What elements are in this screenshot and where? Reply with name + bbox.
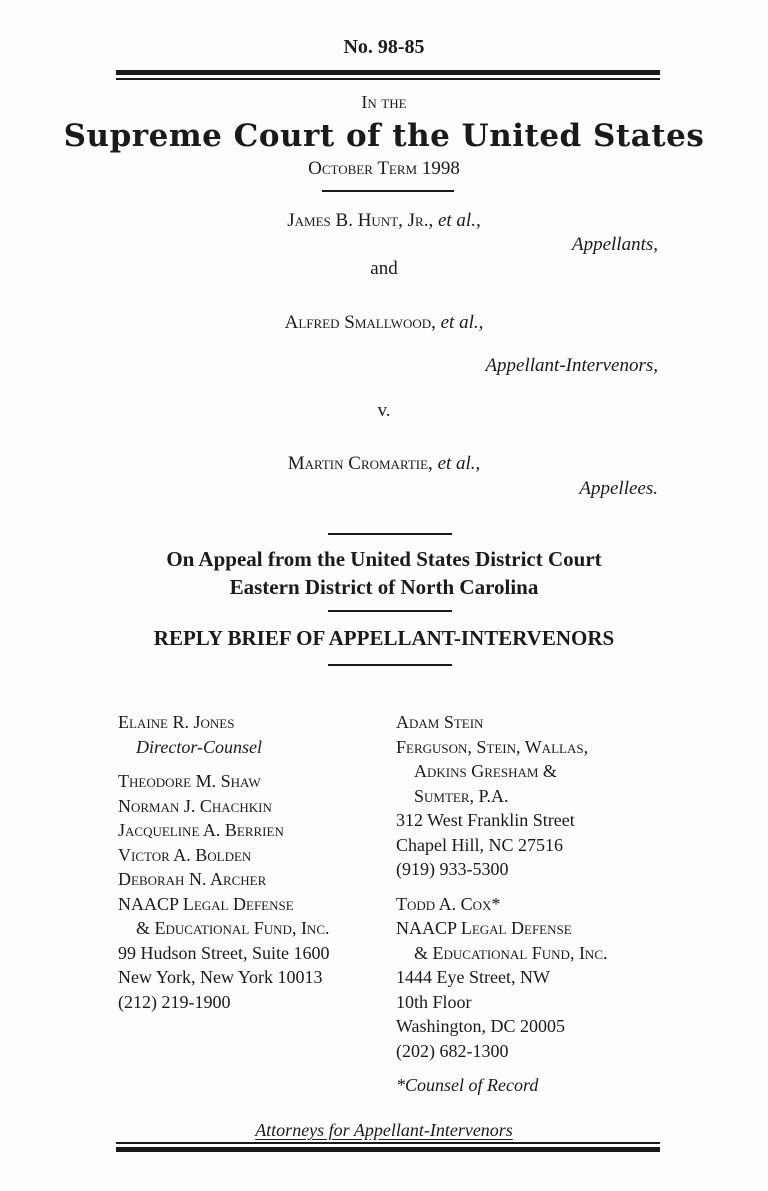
org-line-2: & Educational Fund, Inc. <box>136 918 330 938</box>
intervenors-role: Appellant-Intervenors, <box>485 355 658 376</box>
address-line-4: 10th Floor <box>396 991 472 1012</box>
brief-title: REPLY BRIEF OF APPELLANT-INTERVENORS <box>153 626 615 650</box>
org-line-2: & Educational Fund, Inc. <box>414 942 608 963</box>
appellants-name-text: James B. Hunt, Jr., <box>287 210 434 231</box>
address-line-1: 99 Hudson Street, Suite 1600 <box>118 942 330 963</box>
and-connector: and <box>370 258 398 279</box>
address-line-1: 312 West Franklin Street <box>396 810 575 830</box>
title-rule <box>328 664 452 666</box>
top-rule-thick <box>116 70 660 75</box>
counsel-elaine-title: Director-Counsel <box>136 736 262 757</box>
phone: (212) 219-1900 <box>118 991 231 1012</box>
counsel-name: Victor A. Bolden <box>118 844 252 865</box>
firm-line-3: Sumter, P.A. <box>414 785 509 806</box>
docket-number: No. 98-85 <box>343 36 425 58</box>
phone-2: (202) 682-1300 <box>396 1040 509 1061</box>
counsel-name: Norman J. Chachkin <box>118 795 272 816</box>
org-line-1: NAACP Legal Defense <box>118 893 294 914</box>
counsel-name: Deborah N. Archer <box>118 869 267 889</box>
appeal-line-2: Eastern District of North Carolina <box>229 575 539 599</box>
counsel-name: Jacqueline A. Berrien <box>118 820 284 840</box>
term-rule <box>322 190 454 192</box>
address-line-2: Chapel Hill, NC 27516 <box>396 834 563 855</box>
appeal-line-1: On Appeal from the United States District Court <box>166 547 602 571</box>
intervenors-et-al: et al., <box>440 312 484 333</box>
appellants-et-al: et al., <box>437 210 481 231</box>
court-name: Supreme Court of the United States <box>63 118 705 154</box>
top-rule-thin <box>116 78 660 80</box>
term-label: October Term 1998 <box>308 158 460 179</box>
firm-line-2: Adkins Gresham & <box>414 761 557 781</box>
bottom-rule-thin <box>116 1142 660 1144</box>
in-the-label: In the <box>361 92 407 112</box>
address-line-5: Washington, DC 20005 <box>396 1016 566 1036</box>
versus: v. <box>377 400 391 421</box>
appeal-rule-top <box>328 533 452 535</box>
counsel-left-column <box>118 710 330 1014</box>
counsel-elaine-jones: Elaine R. Jones <box>118 712 235 732</box>
appellees-et-al: et al., <box>437 453 481 474</box>
counsel-adam-stein: Adam Stein <box>396 712 484 732</box>
firm-line-1: Ferguson, Stein, Wallas, <box>396 736 589 757</box>
address-line-2: New York, New York 10013 <box>118 967 323 987</box>
address-line-3: 1444 Eye Street, NW <box>396 967 550 987</box>
org-line-1: NAACP Legal Defense <box>396 918 572 938</box>
phone-1: (919) 933-5300 <box>396 859 509 879</box>
counsel-name: Theodore M. Shaw <box>118 771 261 791</box>
appellees-name <box>0 453 768 475</box>
appellees-name-text: Martin Cromartie, <box>287 453 433 474</box>
counsel-of-record-note: *Counsel of Record <box>396 1075 539 1095</box>
appellants-role: Appellants, <box>571 234 658 255</box>
counsel-todd-cox: Todd A. Cox* <box>396 893 501 914</box>
appeal-rule-bottom <box>328 610 452 612</box>
appellees-role: Appellees. <box>579 478 658 499</box>
attorneys-for: Attorneys for Appellant-Intervenors <box>255 1120 513 1140</box>
intervenors-name <box>0 312 768 334</box>
bottom-rule-thick <box>116 1147 660 1152</box>
appellants-name <box>0 210 768 232</box>
intervenors-name-text: Alfred Smallwood, <box>284 312 436 333</box>
counsel-right-column <box>396 710 608 1098</box>
